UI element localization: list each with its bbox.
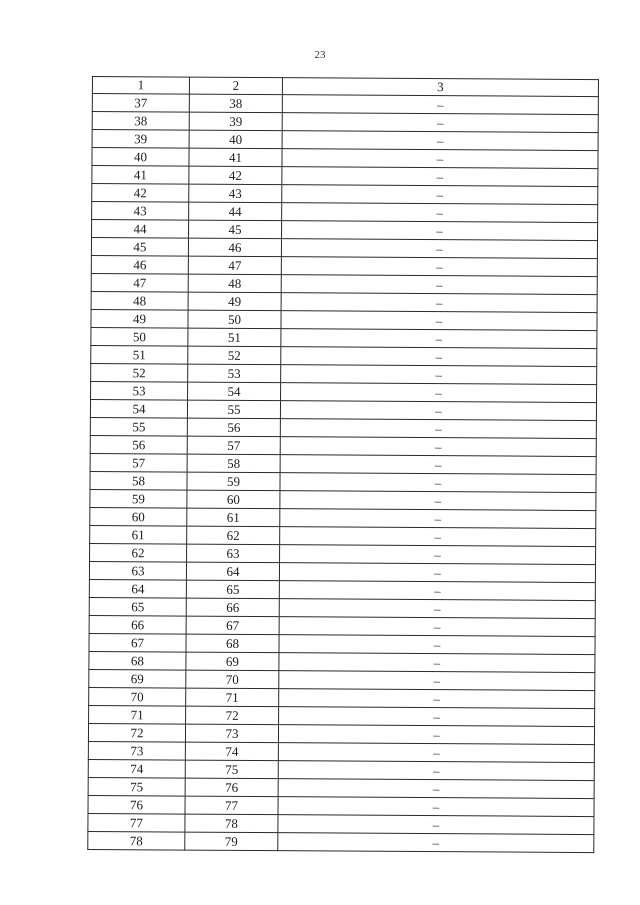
table-cell: – (278, 779, 594, 799)
table-cell: – (279, 563, 595, 583)
table-cell: 71 (89, 705, 186, 724)
table-cell: 38 (92, 112, 189, 131)
table-cell: 43 (189, 184, 282, 203)
table-cell: 46 (91, 255, 188, 274)
table-cell: 73 (88, 741, 185, 760)
table-cell: 41 (92, 166, 189, 185)
table-cell: – (280, 437, 596, 457)
table-cell: 62 (90, 543, 187, 562)
table-cell: 48 (188, 274, 281, 293)
table-cell: 72 (88, 723, 185, 742)
table-cell: – (278, 797, 594, 817)
table-cell: – (281, 383, 597, 403)
table-cell: 42 (189, 166, 282, 185)
table-cell: – (280, 419, 596, 439)
table-cell: 53 (188, 364, 281, 383)
table-cell: 67 (89, 633, 186, 652)
table-cell: 57 (187, 436, 280, 455)
table-cell: 68 (89, 651, 186, 670)
table-cell: 73 (185, 724, 278, 743)
table-cell: 75 (88, 777, 185, 796)
table-cell: 53 (91, 381, 188, 400)
table-cell: – (280, 473, 596, 493)
table-cell: 58 (187, 454, 280, 473)
table-cell: 77 (88, 813, 185, 832)
table-cell: – (281, 311, 597, 331)
table-cell: 56 (187, 418, 280, 437)
table-cell: 68 (186, 634, 279, 653)
table-cell: 63 (187, 544, 280, 563)
table-cell: – (278, 815, 594, 835)
table-cell: – (281, 347, 597, 367)
table-cell: 47 (91, 273, 188, 292)
table-cell: – (280, 509, 596, 529)
table-cell: 42 (92, 184, 189, 203)
table-cell: – (278, 743, 594, 763)
table-cell: 71 (186, 688, 279, 707)
table-cell: 75 (185, 760, 278, 779)
table-cell: – (281, 239, 597, 259)
table-cell: 69 (89, 669, 186, 688)
table-cell: 43 (92, 202, 189, 221)
table-cell: 56 (90, 435, 187, 454)
table-cell: 59 (90, 489, 187, 508)
table-cell: 50 (188, 310, 281, 329)
table-cell: – (279, 689, 595, 709)
table-cell: 70 (186, 670, 279, 689)
column-header: 1 (92, 77, 189, 95)
table-cell: 52 (188, 346, 281, 365)
table-cell: – (278, 725, 594, 745)
table-cell: 45 (91, 238, 188, 257)
table-cell: – (278, 761, 594, 781)
table-cell: 54 (188, 382, 281, 401)
table-cell: 39 (92, 130, 189, 149)
table-cell: 61 (187, 508, 280, 527)
table-cell: 44 (92, 220, 189, 239)
table-cell: 66 (89, 615, 186, 634)
table-cell: 65 (89, 597, 186, 616)
table-cell: 55 (187, 400, 280, 419)
table-cell: – (282, 113, 598, 133)
table-cell: 38 (189, 94, 282, 113)
table-cell: 51 (91, 345, 188, 364)
table-cell: 40 (92, 148, 189, 167)
table-cell: 39 (189, 112, 282, 131)
table-cell: 44 (189, 202, 282, 221)
table-cell: 76 (185, 778, 278, 797)
table-cell: 72 (186, 706, 279, 725)
table-cell: 60 (90, 507, 187, 526)
table-cell: 67 (186, 616, 279, 635)
table-cell: 78 (88, 831, 185, 850)
table-cell: 69 (186, 652, 279, 671)
table-cell: 40 (189, 130, 282, 149)
table-cell: 41 (189, 148, 282, 167)
table-cell: 70 (89, 687, 186, 706)
table-cell: – (279, 653, 595, 673)
table-cell: – (280, 545, 596, 565)
table-cell: – (282, 131, 598, 151)
table-cell: 54 (90, 399, 187, 418)
table-cell: 51 (188, 328, 281, 347)
table-cell: 60 (187, 490, 280, 509)
table-cell: – (280, 455, 596, 475)
table-cell: 63 (89, 561, 186, 580)
table-cell: 79 (185, 832, 278, 851)
table-cell: – (282, 221, 598, 241)
table-cell: – (279, 599, 595, 619)
table-cell: – (280, 401, 596, 421)
table-cell: – (282, 149, 598, 169)
table-cell: – (279, 671, 595, 691)
table-cell: 49 (91, 309, 188, 328)
table-cell: 61 (90, 525, 187, 544)
table-cell: – (282, 185, 598, 205)
table-cell: – (279, 581, 595, 601)
table-cell: – (282, 203, 598, 223)
table-cell: – (278, 833, 594, 853)
table-cell: – (280, 491, 596, 511)
table-body (88, 94, 599, 853)
table-cell: 59 (187, 472, 280, 491)
table-cell: – (281, 329, 597, 349)
table-cell: 48 (91, 291, 188, 310)
data-table (87, 76, 599, 853)
table-cell: – (282, 95, 598, 115)
table-cell: 74 (88, 759, 185, 778)
table-cell: 45 (189, 220, 282, 239)
table-cell: 77 (185, 796, 278, 815)
table-cell: 37 (92, 94, 189, 113)
table-cell: – (279, 635, 595, 655)
table-cell: – (280, 527, 596, 547)
table-cell: 76 (88, 795, 185, 814)
table-cell: 57 (90, 453, 187, 472)
table-cell: 52 (91, 363, 188, 382)
table-cell: 58 (90, 471, 187, 490)
table-cell: 62 (187, 526, 280, 545)
table-cell: – (281, 275, 597, 295)
column-header: 3 (282, 78, 598, 97)
table-cell: 46 (188, 238, 281, 257)
table-cell: – (281, 257, 597, 277)
table-cell: – (281, 365, 597, 385)
column-header: 2 (189, 77, 282, 95)
table-cell: 50 (91, 327, 188, 346)
table-cell: 64 (186, 562, 279, 581)
table-cell: – (282, 167, 598, 187)
table-cell: 49 (188, 292, 281, 311)
table-cell: 65 (186, 580, 279, 599)
page-number: 23 (314, 49, 326, 61)
table-cell: 66 (186, 598, 279, 617)
table-cell: 64 (89, 579, 186, 598)
table-cell: – (279, 707, 595, 727)
table-cell: 78 (185, 814, 278, 833)
table-cell: – (281, 293, 597, 313)
table-cell: 55 (90, 417, 187, 436)
table-cell: – (279, 617, 595, 637)
table-cell: 74 (185, 742, 278, 761)
table-row (88, 831, 594, 852)
table-cell: 47 (188, 256, 281, 275)
